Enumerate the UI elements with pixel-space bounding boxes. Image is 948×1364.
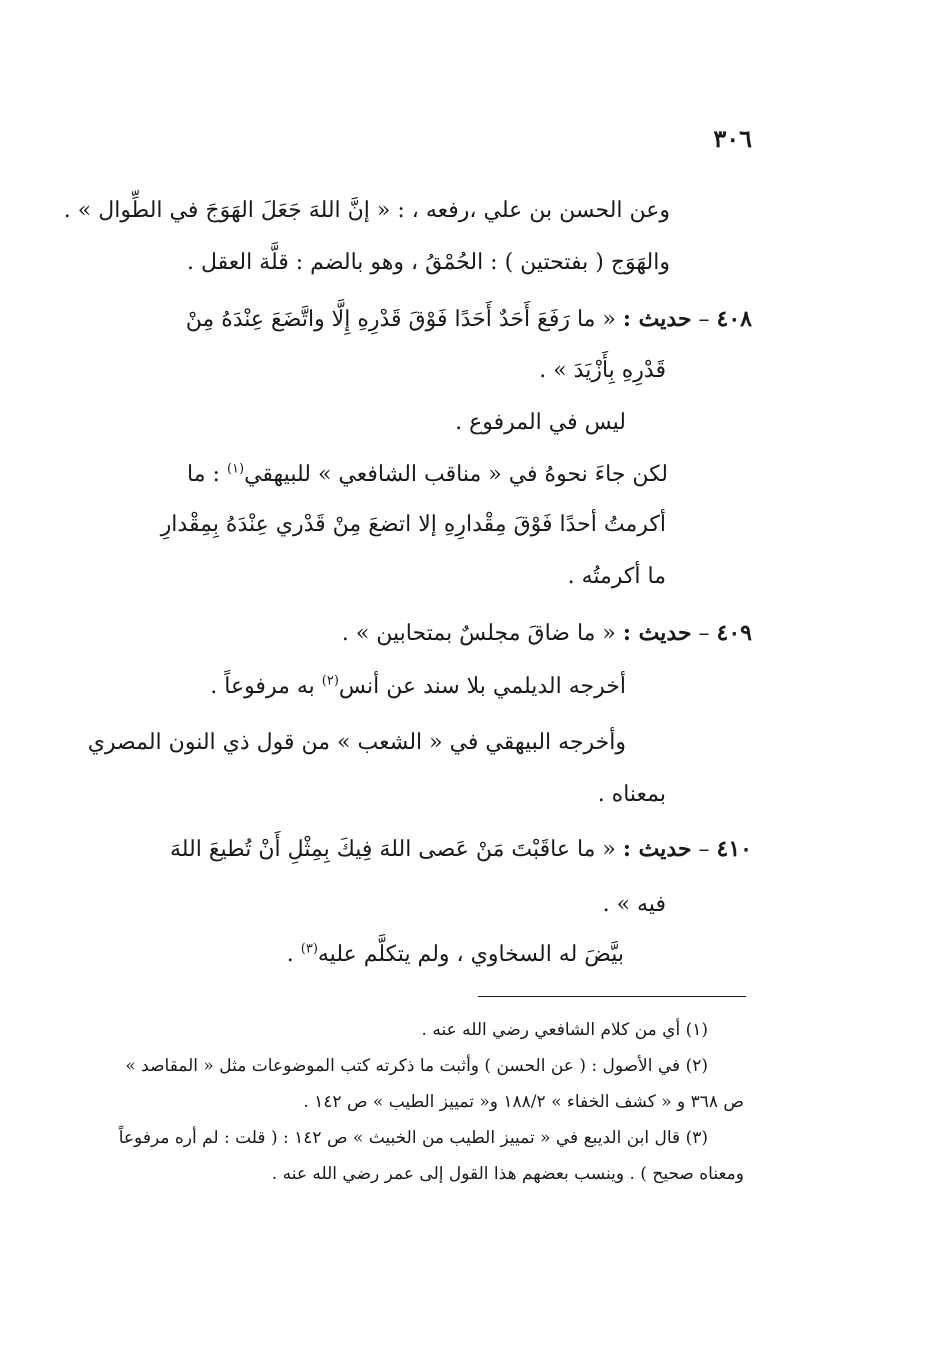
footnote-2-line-1: (٢) في الأصول : ( عن الحسن ) وأثبت ما ذكرته كتب الموضوعات مثل « المقاصد » [125,1056,708,1076]
footnote-2-line-2: ص ٣٦٨ و « كشف الخفاء » ١٨٨/٢ و« تمييز الطيب » ص ١٤٢ . [303,1092,744,1112]
hadith-410-line-1 [170,834,752,865]
hadith-408-note-1: ليس في المرفوع . [455,410,626,435]
note-text-tail: به مرفوعاً . [210,674,322,699]
hadith-408-line-2: قَدْرِهِ بِأَزْيَدَ » . [539,358,666,383]
page-number: ٣٠٦ [713,124,752,153]
hadith-408-note-4: ما أكرمتُه . [567,564,666,589]
note-text: بيَّضَ له السخاوي ، ولم يتكلَّم عليه [317,942,624,967]
hadith-408-note-3: أكرمتُ أحدًا فَوْقَ مِقْدارِهِ إلا اتضعَ مِنْ قَدْري عِنْدَهُ بِمِقْدارِ [160,512,666,537]
note-text-tail: : ما [187,462,227,487]
footnote-3-line-1: (٣) قال ابن الديبع في « تمييز الطيب من الخبيث » ص ١٤٢ : ( قلت : لم أره مرفوعاً [118,1128,708,1148]
intro-line-1: وعن الحسن بن علي ،رفعه ، : « إنَّ اللهَ جَعَلَ الهَوَجَ في الطِّوال » . [63,198,670,223]
hadith-409-line-1 [342,618,752,649]
hadith-409-note-3: بمعناه . [597,782,666,807]
hadith-408-line-1 [186,304,752,335]
footnote-ref-2: (٢) [321,673,339,689]
note-text-tail: . [286,942,301,967]
hadith-number: ٤٠٩ [716,620,752,646]
hadith-409-note-2: وأخرجه البيهقي في « الشعب » من قول ذي النون المصري [87,730,626,755]
hadith-dash: – [698,621,710,646]
note-text: أخرجه الديلمي بلا سند عن أنس [338,674,626,699]
hadith-408-note-2 [187,460,668,490]
hadith-410-note-1 [287,940,624,970]
hadith-dash: – [698,837,710,862]
hadith-label: حديث : [622,620,692,646]
hadith-label: حديث : [622,306,692,332]
note-text: لكن جاءَ نحوهُ في « مناقب الشافعي » للبيهقي [244,462,668,487]
hadith-text: « ما ضاقَ مجلسٌ بمتحابين » . [341,621,616,646]
footnote-ref-3: (٣) [300,941,318,957]
footnote-1: (١) أي من كلام الشافعي رضي الله عنه . [421,1020,708,1040]
hadith-text: « ما رَفَعَ أَحَدٌ أَحَدًا فَوْقَ قَدْرِهِ إِلَّا واتَّضَعَ عِنْدَهُ مِنْ [185,307,616,332]
hadith-410-line-2: فيه » . [602,892,666,917]
intro-line-2: والهَوَج ( بفتحتين ) : الحُمْقُ ، وهو بالضم : قلَّة العقل . [186,250,670,275]
footnote-3-line-2: ومعناه صحيح ) . وينسب بعضهم هذا القول إلى عمر رضي الله عنه . [271,1164,744,1184]
hadith-409-note-1 [210,672,626,702]
footnote-separator [478,996,746,997]
footnote-ref-1: (١) [226,461,245,477]
hadith-text: « ما عاقَبْتَ مَنْ عَصى اللهَ فِيكَ بِمِثْلِ أَنْ تُطيعَ اللهَ [169,837,616,862]
hadith-label: حديث : [622,836,692,862]
hadith-number: ٤١٠ [716,836,752,862]
hadith-dash: – [698,307,710,332]
hadith-number: ٤٠٨ [716,306,752,332]
